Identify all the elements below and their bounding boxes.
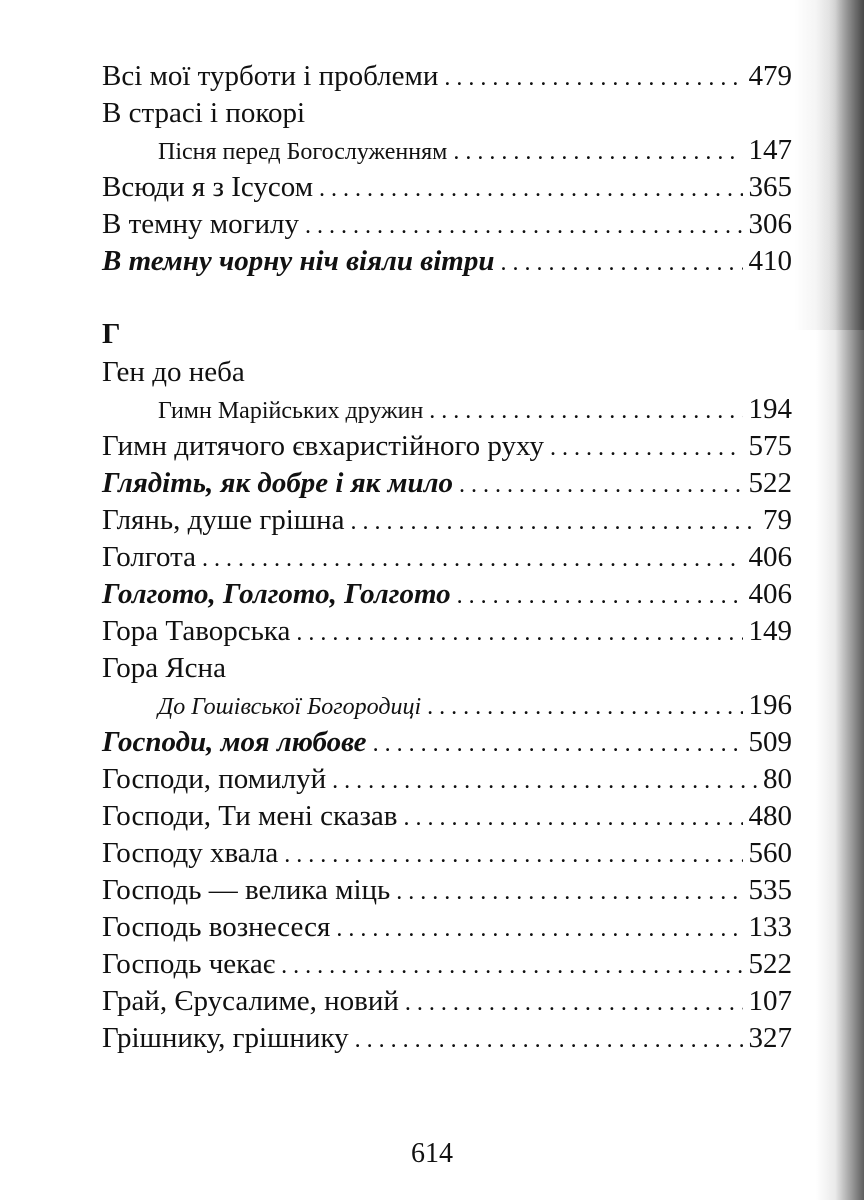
dot-leader	[405, 985, 743, 1022]
dot-leader	[444, 60, 742, 97]
entry-title: Грішнику, грішнику	[102, 1022, 349, 1054]
entry-page-number: 406	[748, 578, 792, 610]
entry-page-number: 406	[748, 541, 792, 573]
entry-page-number: 79	[763, 504, 792, 536]
song-index	[102, 58, 792, 1057]
entry-page-number: 535	[748, 874, 792, 906]
entry-page-number: 480	[748, 800, 792, 832]
entry-title: Гора Таворська	[102, 615, 291, 647]
entry-title: Голгото, Голгото, Голгото	[102, 578, 451, 610]
dot-leader	[459, 467, 743, 504]
entry-page-number: 575	[748, 430, 792, 462]
entry-page-number: 306	[748, 208, 792, 240]
index-heading: Ген до неба	[102, 356, 245, 388]
entry-page-number: 560	[748, 837, 792, 869]
entry-page-number: 194	[748, 393, 792, 425]
index-entry	[102, 539, 792, 576]
dot-leader	[281, 948, 742, 985]
dot-leader	[457, 578, 743, 615]
entry-page-number: 147	[748, 134, 792, 166]
index-entry	[102, 465, 792, 502]
index-entry	[102, 724, 792, 761]
entry-title: Гимн Марійських дружин	[158, 398, 424, 424]
index-entry	[102, 206, 792, 243]
entry-title: До Гошівської Богородиці	[158, 694, 422, 720]
dot-leader	[355, 1022, 743, 1059]
entry-title: Гимн дитячого євхаристійного руху	[102, 430, 544, 462]
entry-title: В темну могилу	[102, 208, 299, 240]
entry-title: Глянь, душе грішна	[102, 504, 345, 536]
index-group-v	[102, 58, 792, 280]
index-entry	[102, 391, 792, 428]
dot-leader	[351, 504, 757, 541]
entry-page-number: 133	[748, 911, 792, 943]
entry-title: Господь вознесеся	[102, 911, 331, 943]
section-letter-heading: Г	[102, 318, 121, 350]
dot-leader	[202, 541, 743, 578]
dot-leader	[373, 726, 743, 763]
dot-leader	[319, 171, 742, 208]
index-entry	[102, 687, 792, 724]
index-entry	[102, 502, 792, 539]
entry-title: Всюди я з Ісусом	[102, 171, 314, 203]
entry-title: В темну чорну ніч віяли вітри	[102, 245, 495, 277]
index-entry	[102, 169, 792, 206]
entry-title: Господь чекає	[102, 948, 276, 980]
index-entry	[102, 613, 792, 650]
dot-leader	[336, 911, 742, 948]
index-entry	[102, 58, 792, 95]
dot-leader	[427, 689, 742, 726]
index-entry	[102, 132, 792, 169]
page-number: 614	[411, 1138, 453, 1169]
index-entry	[102, 761, 792, 798]
entry-title: Грай, Єрусалиме, новий	[102, 985, 399, 1017]
index-heading: Гора Ясна	[102, 652, 226, 684]
index-entry	[102, 909, 792, 946]
index-entry	[102, 946, 792, 983]
entry-page-number: 479	[748, 60, 792, 92]
entry-title: Господи, помилуй	[102, 763, 327, 795]
index-entry	[102, 243, 792, 280]
index-entry	[102, 576, 792, 613]
entry-title: Господь — велика міць	[102, 874, 391, 906]
dot-leader	[404, 800, 743, 837]
index-group-h	[102, 354, 792, 1057]
entry-page-number: 80	[763, 763, 792, 795]
entry-page-number: 196	[748, 689, 792, 721]
index-entry	[102, 835, 792, 872]
dot-leader	[453, 134, 742, 171]
index-entry	[102, 983, 792, 1020]
entry-page-number: 149	[748, 615, 792, 647]
dot-leader	[429, 393, 742, 430]
index-entry	[102, 1020, 792, 1057]
dot-leader	[550, 430, 743, 467]
entry-page-number: 509	[748, 726, 792, 758]
index-heading: В страсі і покорі	[102, 97, 306, 129]
entry-page-number: 522	[748, 467, 792, 499]
entry-page-number: 522	[748, 948, 792, 980]
entry-title: Голгота	[102, 541, 196, 573]
dot-leader	[501, 245, 743, 282]
entry-page-number: 107	[748, 985, 792, 1017]
dot-leader	[284, 837, 742, 874]
dot-leader	[396, 874, 742, 911]
entry-title: Всі мої турботи і проблеми	[102, 60, 439, 92]
dot-leader	[296, 615, 742, 652]
entry-page-number: 327	[748, 1022, 792, 1054]
index-entry	[102, 798, 792, 835]
entry-title: Пісня перед Богослуженням	[158, 139, 448, 165]
entry-title: Господи, Ти мені сказав	[102, 800, 398, 832]
dot-leader	[332, 763, 757, 800]
entry-title: Глядіть, як добре і як мило	[102, 467, 453, 499]
dot-leader	[305, 208, 743, 245]
entry-title: Господи, моя любове	[102, 726, 367, 758]
entry-page-number: 410	[748, 245, 792, 277]
index-entry	[102, 428, 792, 465]
entry-page-number: 365	[748, 171, 792, 203]
page-binding-shadow	[816, 0, 864, 1200]
index-entry	[102, 872, 792, 909]
entry-title: Господу хвала	[102, 837, 279, 869]
